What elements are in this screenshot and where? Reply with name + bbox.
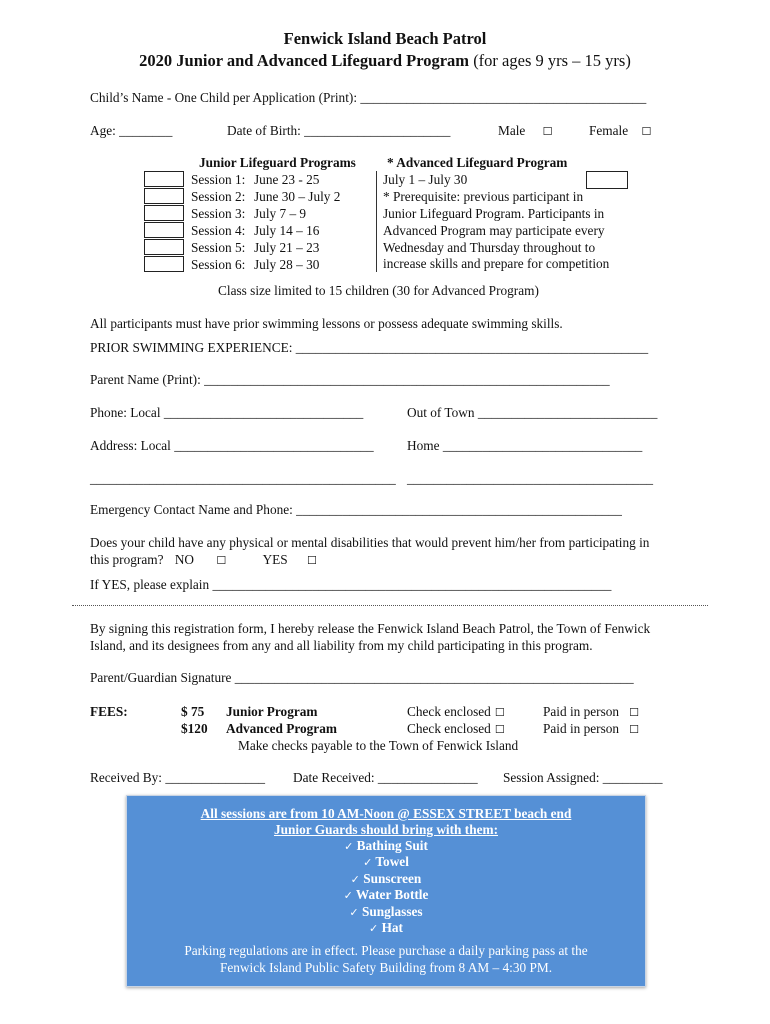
session-1-box[interactable] <box>144 171 184 187</box>
phone-out-of-town-field[interactable]: Out of Town ___________________________ <box>407 405 658 420</box>
checkmark-icon: ✓ <box>349 906 359 919</box>
address-local-field[interactable]: Address: Local ______________________________ <box>90 438 374 453</box>
session-assigned-field[interactable]: Session Assigned: _________ <box>503 770 663 785</box>
male-label: Male <box>498 123 526 138</box>
column-divider <box>376 171 377 272</box>
emergency-contact-field[interactable]: Emergency Contact Name and Phone: _________________________________________________ <box>90 502 622 517</box>
advanced-heading: * Advanced Lifeguard Program <box>387 155 568 170</box>
paid-in-person-checkbox[interactable]: ☐ <box>629 723 639 736</box>
advanced-line-1: July 1 – July 30 <box>383 172 468 187</box>
advanced-session-box[interactable] <box>586 171 628 189</box>
notice-bring-heading: Junior Guards should bring with them: <box>273 822 498 837</box>
yes-checkbox[interactable]: ☐ <box>307 554 317 567</box>
session-5-box[interactable] <box>144 239 184 255</box>
junior-fee-name: Junior Program <box>226 704 318 719</box>
address-local-line-2[interactable]: ______________________________________________ <box>90 471 396 486</box>
advanced-paid-in-person[interactable] <box>543 721 639 737</box>
session-3-box[interactable] <box>144 205 184 221</box>
bring-item-sunscreen: ✓ Sunscreen <box>350 871 422 886</box>
session-1-label: Session 1: <box>191 172 246 187</box>
age-field[interactable]: Age: ________ <box>90 123 173 138</box>
check-enclosed-label: Check enclosed <box>407 721 491 736</box>
program-name: 2020 Junior and Advanced Lifeguard Program <box>139 51 470 70</box>
checkmark-icon: ✓ <box>363 856 373 869</box>
bring-item-sunglasses: ✓ Sunglasses <box>349 904 423 919</box>
dob-field[interactable]: Date of Birth: ______________________ <box>227 123 451 138</box>
session-3-dates: July 7 – 9 <box>254 206 307 221</box>
disability-question-end: this program? <box>90 552 164 567</box>
male-option[interactable] <box>498 123 553 139</box>
signature-field[interactable]: Parent/Guardian Signature ____________________________________________________________ <box>90 670 634 685</box>
advanced-line-4: Advanced Program may participate every <box>383 223 605 238</box>
paid-in-person-checkbox[interactable]: ☐ <box>629 706 639 719</box>
checkmark-icon: ✓ <box>369 922 379 935</box>
release-text-2: Island, and its designees from any and all liability from my child participating in this program. <box>90 638 593 653</box>
session-2-dates: June 30 – July 2 <box>254 189 341 204</box>
yes-label: YES <box>262 552 288 567</box>
checkmark-icon: ✓ <box>343 889 353 902</box>
fees-label: FEES: <box>90 704 128 719</box>
male-checkbox[interactable]: ☐ <box>542 125 553 138</box>
parking-note-2: Fenwick Island Public Safety Building from 8 AM – 4:30 PM. <box>219 960 553 975</box>
session-6-box[interactable] <box>144 256 184 272</box>
advanced-price: $120 <box>181 721 208 736</box>
child-name-field[interactable]: Child’s Name - One Child per Application (Print): ___________________________________________ <box>90 90 647 105</box>
section-divider <box>72 605 708 606</box>
disability-question-line-2 <box>90 552 317 568</box>
session-5-label: Session 5: <box>191 240 246 255</box>
session-6-dates: July 28 – 30 <box>254 257 320 272</box>
advanced-line-6: increase skills and prepare for competition <box>383 256 610 271</box>
advanced-line-2: * Prerequisite: previous participant in <box>383 189 584 204</box>
parent-name-field[interactable]: Parent Name (Print): _____________________________________________________________ <box>90 372 610 387</box>
advanced-fee-name: Advanced Program <box>226 721 337 736</box>
bring-item-hat: ✓ Hat <box>369 920 403 935</box>
no-checkbox[interactable]: ☐ <box>216 554 227 567</box>
session-2-label: Session 2: <box>191 189 246 204</box>
female-checkbox[interactable]: ☐ <box>641 125 652 138</box>
bring-item-towel: ✓ Towel <box>363 854 409 869</box>
session-4-dates: July 14 – 16 <box>254 223 320 238</box>
bring-item-water-bottle: ✓ Water Bottle <box>343 887 429 902</box>
session-4-box[interactable] <box>144 222 184 238</box>
check-enclosed-label: Check enclosed <box>407 704 491 719</box>
session-5-dates: July 21 – 23 <box>254 240 320 255</box>
advanced-check-enclosed[interactable] <box>407 721 505 737</box>
class-size-note: Class size limited to 15 children (30 for Advanced Program) <box>218 283 539 298</box>
female-option[interactable] <box>589 123 651 139</box>
checkmark-icon: ✓ <box>344 840 354 853</box>
disability-explain-field[interactable]: If YES, please explain ____________________________________________________________ <box>90 577 612 592</box>
check-enclosed-checkbox[interactable]: ☐ <box>494 706 505 719</box>
form-title: Fenwick Island Beach Patrol <box>283 29 487 48</box>
checks-payable-note: Make checks payable to the Town of Fenwick Island <box>238 738 519 753</box>
session-6-label: Session 6: <box>191 257 246 272</box>
program-ages: (for ages 9 yrs – 15 yrs) <box>469 51 631 70</box>
disability-question: Does your child have any physical or mental disabilities that would prevent him/her from participating in <box>90 535 650 550</box>
session-2-box[interactable] <box>144 188 184 204</box>
address-home-field[interactable]: Home ______________________________ <box>407 438 643 453</box>
notice-sessions-time: All sessions are from 10 AM-Noon @ ESSEX STREET beach end <box>200 806 572 821</box>
session-4-label: Session 4: <box>191 223 246 238</box>
release-text-1: By signing this registration form, I hereby release the Fenwick Island Beach Patrol, the Town of Fenwick <box>90 621 651 636</box>
female-label: Female <box>589 123 629 138</box>
junior-heading: Junior Lifeguard Programs <box>199 155 356 170</box>
checkmark-icon: ✓ <box>350 873 360 886</box>
swim-requirement: All participants must have prior swimming lessons or possess adequate swimming skills. <box>90 316 563 331</box>
parking-note-1: Parking regulations are in effect. Please purchase a daily parking pass at the <box>184 943 588 958</box>
phone-local-field[interactable]: Phone: Local ______________________________ <box>90 405 364 420</box>
program-subtitle <box>0 51 770 71</box>
junior-paid-in-person[interactable] <box>543 704 639 720</box>
junior-check-enclosed[interactable] <box>407 704 505 720</box>
advanced-line-5: Wednesday and Thursday throughout to <box>383 240 596 255</box>
date-received-field[interactable]: Date Received: _______________ <box>293 770 478 785</box>
junior-price: $ 75 <box>181 704 205 719</box>
session-3-label: Session 3: <box>191 206 246 221</box>
paid-in-person-label: Paid in person <box>543 704 620 719</box>
address-home-line-2[interactable]: _____________________________________ <box>407 471 653 486</box>
check-enclosed-checkbox[interactable]: ☐ <box>494 723 505 736</box>
received-by-field[interactable]: Received By: _______________ <box>90 770 266 785</box>
bring-item-bathing-suit: ✓ Bathing Suit <box>344 838 428 853</box>
session-1-dates: June 23 - 25 <box>254 172 320 187</box>
paid-in-person-label: Paid in person <box>543 721 620 736</box>
swim-experience-field[interactable]: PRIOR SWIMMING EXPERIENCE: _____________________________________________________ <box>90 340 649 355</box>
no-label: NO <box>174 552 195 567</box>
advanced-line-3: Junior Lifeguard Program. Participants in <box>383 206 605 221</box>
